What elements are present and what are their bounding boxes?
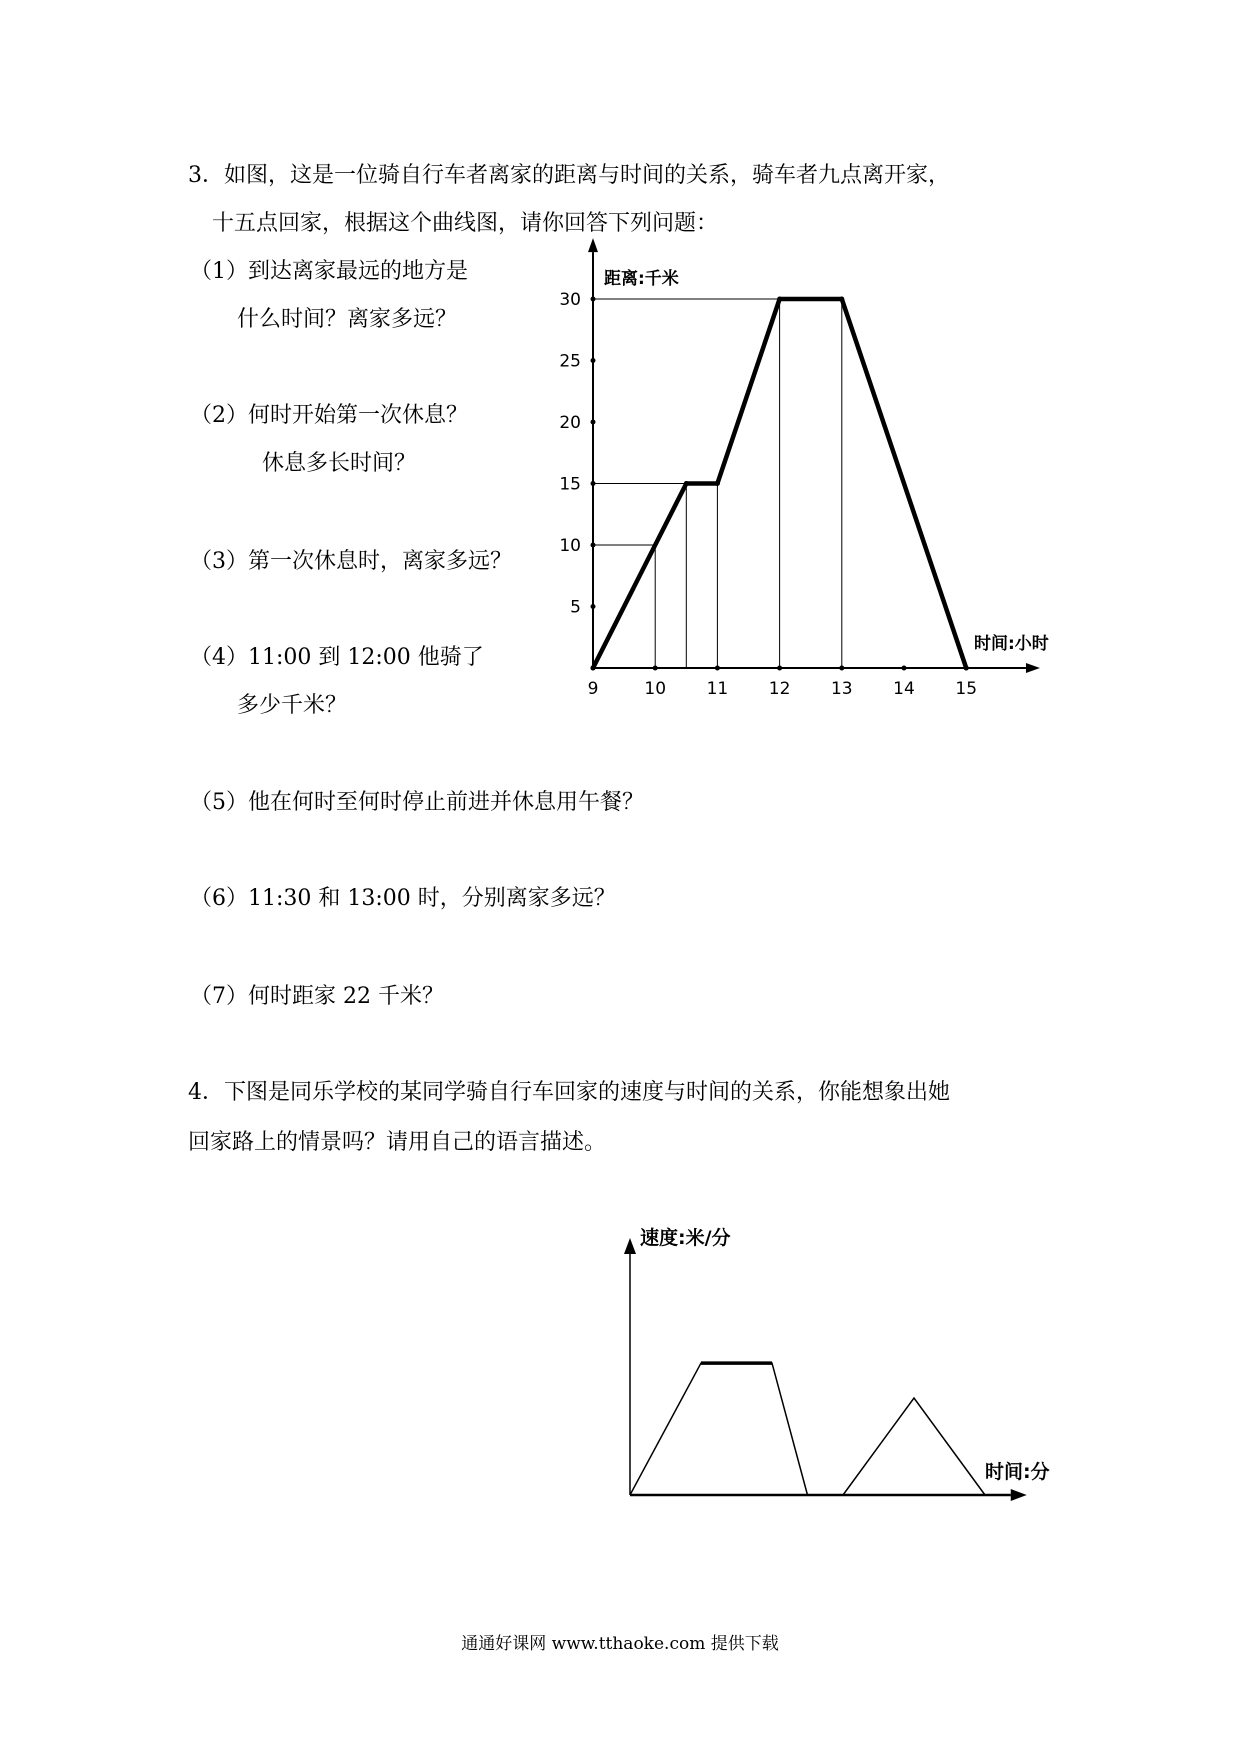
chart1-y-axis-label: 距离:千米 <box>604 269 679 289</box>
problem3-intro-line2: 十五点回家，根据这个曲线图，请你回答下列问题： <box>212 211 719 236</box>
question-5-line1: （5）他在何时至何时停止前进并休息用午餐？ <box>190 790 644 815</box>
x-tick-label: 10 <box>644 679 667 699</box>
question-1-line2: 什么时间？离家多远？ <box>237 307 458 332</box>
y-tick-label: 5 <box>570 597 581 618</box>
question-1-line1: （1）到达离家最远的地方是 <box>190 259 468 284</box>
x-axis-arrow <box>1011 1489 1027 1501</box>
chart2-y-axis-label: 速度:米/分 <box>640 1227 731 1249</box>
y-tick-label: 15 <box>559 474 581 495</box>
problem3-intro-line1: 3．如图，这是一位骑自行车者离家的距离与时间的关系，骑车者九点离开家， <box>188 163 950 188</box>
y-tick-label: 20 <box>559 413 581 433</box>
question-3-line1: （3）第一次休息时，离家多远？ <box>190 549 512 574</box>
x-tick-label: 9 <box>587 679 599 699</box>
chart2-x-axis-label: 时间:分 <box>985 1461 1050 1483</box>
x-tick-label: 12 <box>768 679 791 699</box>
x-tick-label: 11 <box>706 679 729 699</box>
speed-series-line <box>630 1363 808 1495</box>
question-2-line2: 休息多长时间？ <box>262 451 417 476</box>
question-4-line1: （4）11:00 到 12:00 他骑了 <box>190 645 484 670</box>
x-tick-label: 13 <box>830 679 853 699</box>
x-tick-label: 15 <box>955 679 978 699</box>
speed-series-line <box>843 1398 985 1495</box>
question-7-line1: （7）何时距家 22 千米？ <box>190 984 444 1009</box>
question-6-line1: （6）11:30 和 13:00 时，分别离家多远？ <box>190 886 616 911</box>
chart1-x-axis-label: 时间:小时 <box>974 634 1049 654</box>
question-2-line1: （2）何时开始第一次休息？ <box>190 403 468 428</box>
problem4-line2: 回家路上的情景吗？请用自己的语言描述。 <box>188 1130 607 1155</box>
y-tick-label: 30 <box>559 290 581 310</box>
x-tick-label: 14 <box>893 679 915 699</box>
footer-source: 通通好课网 www.tthaoke.com 提供下载 <box>461 1634 779 1654</box>
chart2-axes <box>624 1238 1027 1501</box>
chart2-series <box>630 1363 985 1495</box>
question-4-line2: 多少千米？ <box>237 693 348 718</box>
y-tick-label: 25 <box>559 351 581 372</box>
y-tick-label: 10 <box>559 536 581 556</box>
problem4-line1: 4．下图是同乐学校的某同学骑自行车回家的速度与时间的关系，你能想象出她 <box>188 1080 950 1105</box>
y-axis-arrow <box>624 1238 636 1254</box>
